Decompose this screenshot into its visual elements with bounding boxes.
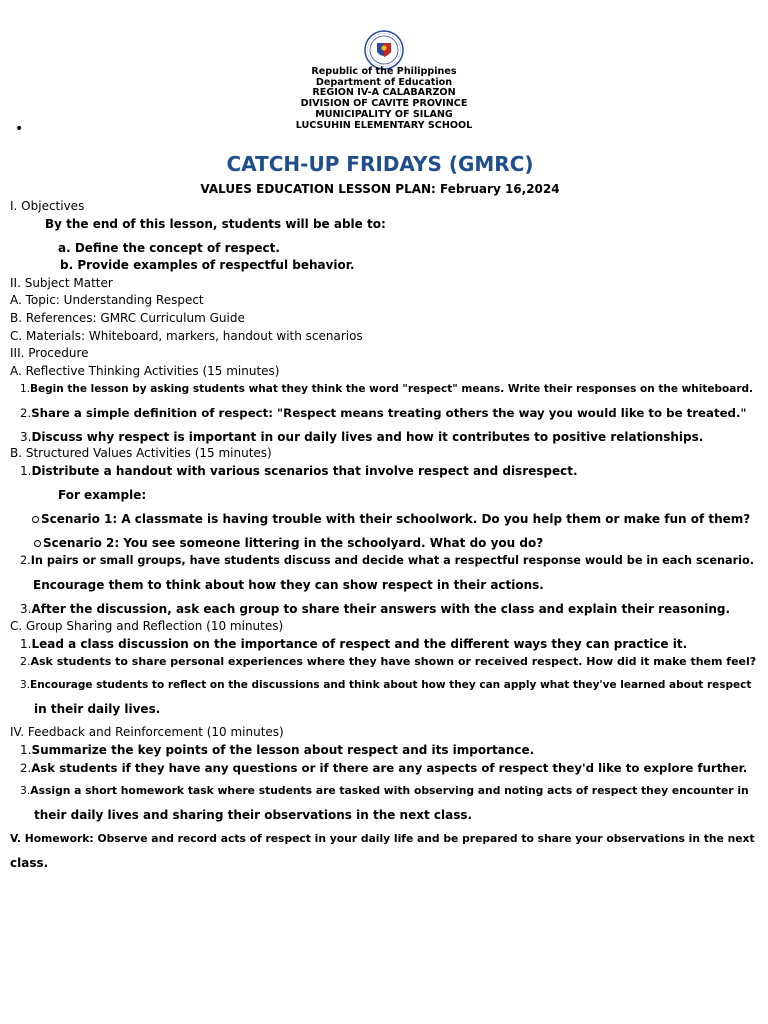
item-number: 2. — [20, 406, 32, 420]
deped-seal-logo — [364, 30, 404, 70]
scenario-1 — [32, 511, 750, 527]
circle-bullet-icon — [34, 540, 41, 547]
scenario-text: Scenario 1: A classmate is having trouble with their schoolwork. Do you help them or make fun of them? — [41, 512, 751, 526]
subject-topic: A. Topic: Understanding Respect — [10, 293, 204, 307]
scenario-2 — [34, 535, 543, 551]
header-line-school: LUCSUHIN ELEMENTARY SCHOOL — [295, 119, 473, 131]
procedure-a-heading: A. Reflective Thinking Activities (15 minutes) — [10, 364, 280, 378]
circle-bullet-icon — [32, 516, 39, 523]
objective-b: b. Provide examples of respectful behavior. — [60, 258, 355, 272]
procedure-a-item — [20, 381, 753, 397]
objectives-heading: I. Objectives — [10, 199, 85, 213]
objective-a: a. Define the concept of respect. — [58, 241, 280, 255]
item-text: In pairs or small groups, have students discuss and decide what a respectful response would be in each scenario. — [30, 554, 754, 567]
document-title: CATCH-UP FRIDAYS (GMRC) — [226, 152, 534, 176]
subject-references: B. References: GMRC Curriculum Guide — [10, 311, 245, 325]
procedure-heading: III. Procedure — [10, 346, 89, 360]
procedure-b-item — [20, 601, 730, 617]
objectives-intro: By the end of this lesson, students will be able to: — [45, 217, 386, 231]
procedure-c-item — [20, 654, 756, 670]
procedure-c-item — [20, 636, 687, 652]
procedure-c-heading: C. Group Sharing and Reflection (10 minutes) — [10, 619, 284, 633]
document-subtitle: VALUES EDUCATION LESSON PLAN: February 16,2024 — [200, 182, 560, 196]
scenario-text: Scenario 2: You see someone littering in the schoolyard. What do you do? — [43, 536, 544, 550]
item-text: After the discussion, ask each group to share their answers with the class and explain their reasoning. — [31, 602, 731, 616]
item-text: Discuss why respect is important in our daily lives and how it contributes to positive relationships. — [31, 430, 704, 444]
item-text: Begin the lesson by asking students what they think the word "respect" means. Write their responses on the whiteboard. — [30, 383, 754, 395]
procedure-a-item — [20, 429, 703, 445]
item-number: 3. — [20, 430, 32, 444]
feedback-item — [20, 760, 747, 776]
item-number: 3. — [20, 784, 31, 797]
item-text: Lead a class discussion on the importance of respect and the different ways they can practice it. — [31, 637, 688, 651]
header-line-region: REGION IV-A CALABARZON — [312, 87, 456, 99]
procedure-b-item — [20, 463, 578, 479]
for-example-label: For example: — [58, 488, 147, 502]
item-number: 3. — [20, 602, 32, 616]
subject-materials: C. Materials: Whiteboard, markers, handout with scenarios — [10, 329, 363, 343]
feedback-item — [20, 742, 534, 758]
item-text: Ask students if they have any questions or if there are any aspects of respect they'd like to explore further. — [31, 761, 748, 775]
item-number: 1. — [20, 383, 31, 395]
procedure-b-item — [20, 553, 754, 569]
procedure-b-item-continuation: Encourage them to think about how they can show respect in their actions. — [33, 578, 544, 592]
stray-bullet: • — [15, 121, 24, 137]
item-text: Summarize the key points of the lesson about respect and its importance. — [31, 743, 535, 757]
header-line-division: DIVISION OF CAVITE PROVINCE — [300, 98, 468, 110]
homework-line-continuation: class. — [10, 856, 49, 870]
homework-line: V. Homework: Observe and record acts of respect in your daily life and be prepared to share your observations in the next — [10, 832, 755, 845]
item-number: 2. — [20, 554, 31, 567]
school-header — [0, 67, 768, 131]
item-number: 2. — [20, 655, 31, 668]
procedure-c-item-continuation: in their daily lives. — [34, 702, 161, 716]
item-text: Share a simple definition of respect: "Respect means treating others the way you would like to be treated." — [31, 406, 747, 420]
item-number: 3. — [20, 679, 31, 691]
feedback-item — [20, 783, 749, 799]
feedback-heading: IV. Feedback and Reinforcement (10 minutes) — [10, 725, 284, 739]
procedure-c-item — [20, 677, 751, 693]
item-text: Encourage students to reflect on the discussions and think about how they can apply what they've learned about respect — [30, 679, 752, 691]
procedure-a-item — [20, 405, 747, 421]
item-number: 1. — [20, 743, 32, 757]
procedure-b-heading: B. Structured Values Activities (15 minutes) — [10, 446, 272, 460]
feedback-item-continuation: their daily lives and sharing their observations in the next class. — [34, 808, 473, 822]
subject-matter-heading: II. Subject Matter — [10, 276, 113, 290]
header-line-republic: Republic of the Philippines — [311, 66, 457, 77]
item-number: 1. — [20, 637, 32, 651]
header-line-municipality: MUNICIPALITY OF SILANG — [315, 108, 453, 120]
item-text: Ask students to share personal experiences where they have shown or received respect. How did it make them feel? — [30, 655, 757, 668]
header-line-deped: Department of Education — [315, 76, 453, 88]
item-text: Distribute a handout with various scenarios that involve respect and disrespect. — [31, 464, 578, 478]
item-number: 1. — [20, 464, 32, 478]
item-number: 2. — [20, 761, 32, 775]
item-text: Assign a short homework task where students are tasked with observing and noting acts of respect they encounter in — [30, 784, 749, 797]
